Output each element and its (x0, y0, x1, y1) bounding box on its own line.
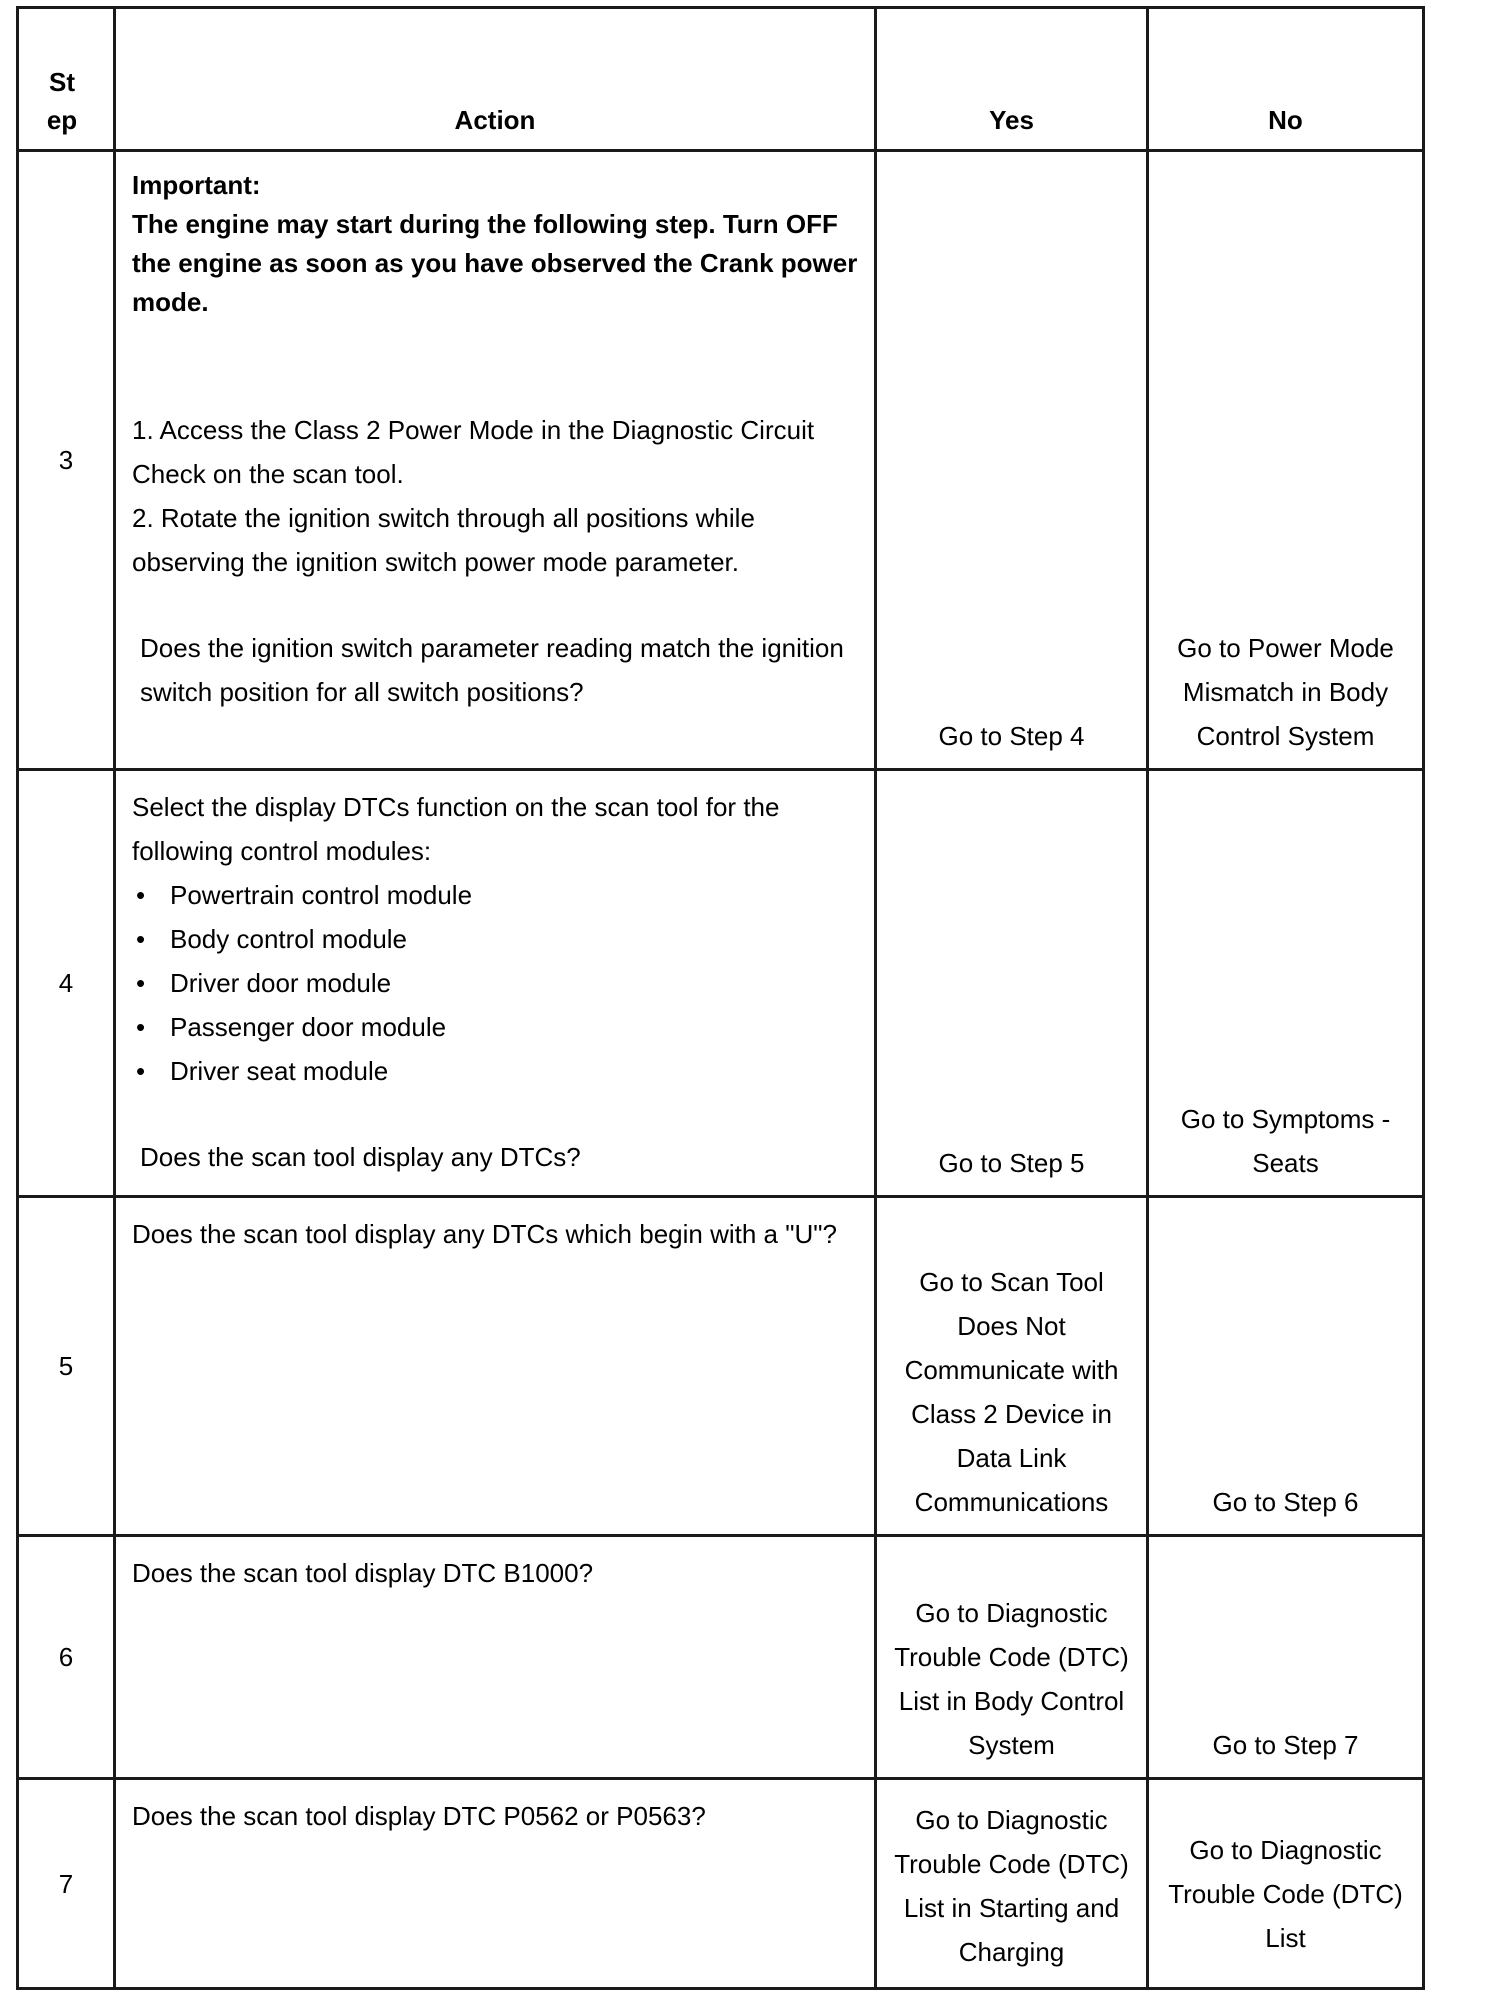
no-cell: Go to Symptoms - Seats (1148, 770, 1424, 1197)
table-row-step-6 (18, 1536, 1424, 1779)
header-step (18, 8, 115, 151)
header-step-line1: St (49, 67, 75, 97)
yes-cell: Go to Diagnostic Trouble Code (DTC) List in Body Control System (876, 1536, 1148, 1779)
action-intro: Select the display DTCs function on the scan tool for the following control modules: (132, 792, 780, 866)
action-cell (115, 1536, 876, 1779)
list-item: • Body control module (132, 917, 858, 961)
table-row-step-7 (18, 1779, 1424, 1989)
action-question: Does the scan tool display any DTCs? (140, 1142, 581, 1172)
action-question: Does the scan tool display any DTCs which begin with a "U"? (132, 1219, 837, 1249)
list-item: • Powertrain control module (132, 873, 858, 917)
diagnostic-table (16, 6, 1425, 1990)
no-cell: Go to Step 7 (1148, 1536, 1424, 1779)
yes-cell: Go to Diagnostic Trouble Code (DTC) List in Starting and Charging (876, 1779, 1148, 1989)
header-row (18, 8, 1424, 151)
list-item: • Passenger door module (132, 1005, 858, 1049)
header-no: No (1148, 8, 1424, 151)
step-number: 3 (18, 151, 115, 770)
yes-cell: Go to Step 5 (876, 770, 1148, 1197)
action-cell (115, 1779, 876, 1989)
no-cell: Go to Power Mode Mismatch in Body Control System (1148, 151, 1424, 770)
action-cell (115, 151, 876, 770)
yes-cell: Go to Scan Tool Does Not Communicate with Class 2 Device in Data Link Communications (876, 1197, 1148, 1536)
step-number: 6 (18, 1536, 115, 1779)
action-question: Does the ignition switch parameter reading match the ignition switch position for all switch positions? (140, 633, 844, 707)
module-list (132, 873, 858, 1093)
step-number: 7 (18, 1779, 115, 1989)
header-step-line2: ep (46, 105, 78, 135)
table-row-step-5 (18, 1197, 1424, 1536)
step-number: 4 (18, 770, 115, 1197)
header-yes: Yes (876, 8, 1148, 151)
action-question: Does the scan tool display DTC P0562 or P0563? (132, 1801, 706, 1831)
action-cell (115, 1197, 876, 1536)
action-question: Does the scan tool display DTC B1000? (132, 1558, 594, 1588)
table-row-step-3 (18, 151, 1424, 770)
list-item: • Driver seat module (132, 1049, 858, 1093)
list-item: • Driver door module (132, 961, 858, 1005)
action-cell (115, 770, 876, 1197)
table-row-step-4 (18, 770, 1424, 1197)
step-number: 5 (18, 1197, 115, 1536)
yes-cell: Go to Step 4 (876, 151, 1148, 770)
header-action: Action (115, 8, 876, 151)
important-label: Important: (132, 170, 261, 200)
action-item-2: 2. Rotate the ignition switch through all positions while observing the ignition switch power mode parameter. (132, 503, 755, 577)
action-item-1: 1. Access the Class 2 Power Mode in the Diagnostic Circuit Check on the scan tool. (132, 415, 815, 489)
no-cell: Go to Diagnostic Trouble Code (DTC) List (1148, 1779, 1424, 1989)
important-text: The engine may start during the following step. Turn OFF the engine as soon as you have observed the Crank power mode. (132, 209, 858, 317)
no-cell: Go to Step 6 (1148, 1197, 1424, 1536)
